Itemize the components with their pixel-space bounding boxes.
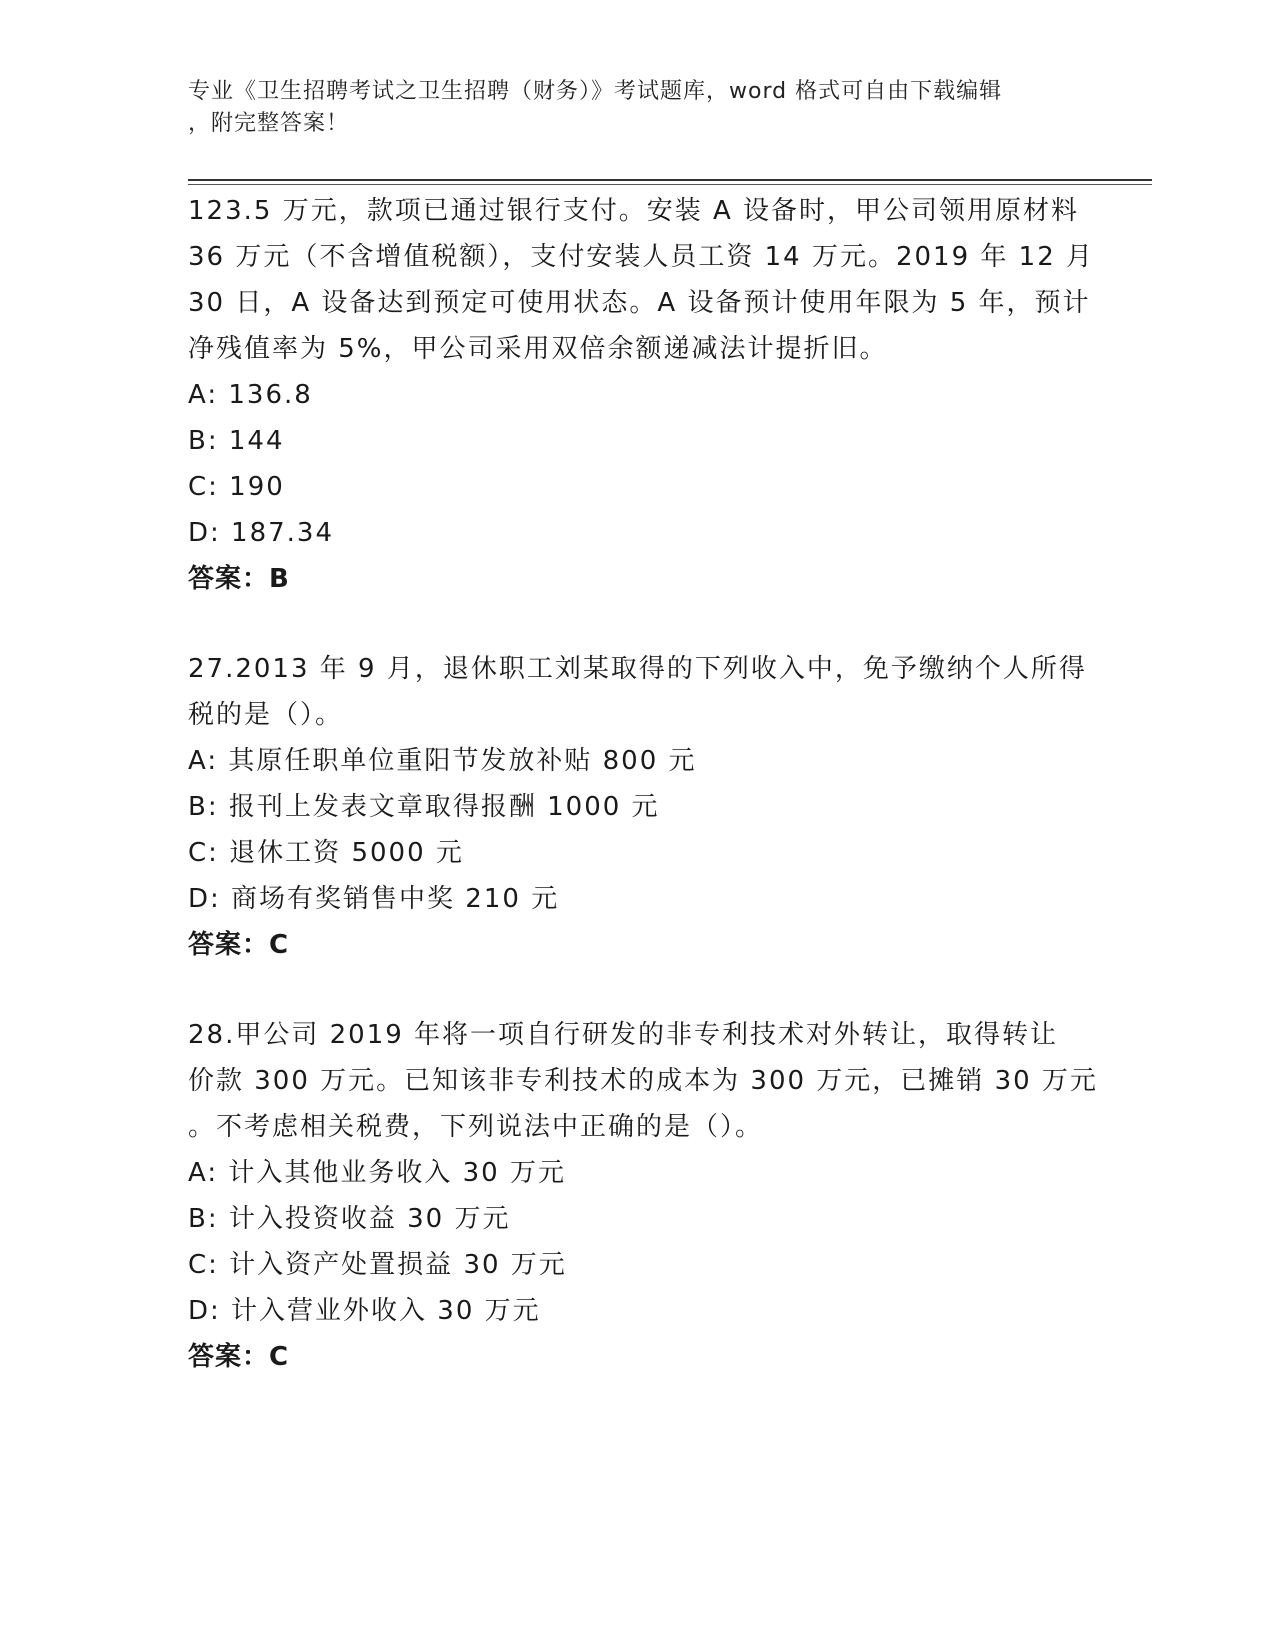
- question-stem-line: 。不考虑相关税费，下列说法中正确的是（）。: [188, 1112, 764, 1142]
- question-block-28: [188, 1012, 1098, 1380]
- question-stem-line: 净残值率为 5%，甲公司采用双倍余额递减法计提折旧。: [188, 334, 888, 364]
- question-spacer: [188, 602, 1088, 646]
- option-a: A: 计入其他业务收入 30 万元: [188, 1158, 566, 1188]
- question-stem-line: 27.2013 年 9 月，退休职工刘某取得的下列收入中，免予缴纳个人所得: [188, 654, 1087, 684]
- question-stem-line: 28.甲公司 2019 年将一项自行研发的非专利技术对外转让，取得转让: [188, 1020, 1059, 1050]
- answer-line: 答案：B: [188, 564, 290, 594]
- question-block-27: [188, 646, 1088, 968]
- option-d: D: 商场有奖销售中奖 210 元: [188, 884, 560, 914]
- header-title-line-2: ，附完整答案！: [188, 111, 350, 136]
- option-b: B: 144: [188, 426, 285, 456]
- question-stem-line: 税的是（）。: [188, 700, 344, 730]
- question-stem-line: 30 日，A 设备达到预定可使用状态。A 设备预计使用年限为 5 年，预计: [188, 288, 1091, 318]
- header-title-line-1: 专业《卫生招聘考试之卫生招聘（财务）》考试题库，word 格式可自由下载编辑: [188, 79, 1003, 104]
- question-stem-line: 36 万元（不含增值税额），支付安装人员工资 14 万元。2019 年 12 月: [188, 242, 1095, 272]
- option-a: A: 其原任职单位重阳节发放补贴 800 元: [188, 746, 697, 776]
- option-c: C: 190: [188, 472, 285, 502]
- option-d: D: 计入营业外收入 30 万元: [188, 1296, 541, 1326]
- option-d: D: 187.34: [188, 518, 335, 548]
- question-list: [188, 188, 1098, 1380]
- option-c: C: 计入资产处置损益 30 万元: [188, 1250, 567, 1280]
- document-header: [188, 76, 1088, 140]
- option-b: B: 计入投资收益 30 万元: [188, 1204, 511, 1234]
- header-divider-thin: [188, 184, 1152, 185]
- question-stem-line: 123.5 万元，款项已通过银行支付。安装 A 设备时，甲公司领用原材料: [188, 196, 1080, 226]
- answer-line: 答案：C: [188, 1342, 290, 1372]
- question-block-1: [188, 188, 1095, 602]
- answer-line: 答案：C: [188, 930, 290, 960]
- header-divider-thick: [188, 179, 1152, 181]
- question-stem-line: 价款 300 万元。已知该非专利技术的成本为 300 万元，已摊销 30 万元: [188, 1066, 1098, 1096]
- option-c: C: 退休工资 5000 元: [188, 838, 464, 868]
- option-a: A: 136.8: [188, 380, 313, 410]
- question-spacer: [188, 968, 1088, 1012]
- option-b: B: 报刊上发表文章取得报酬 1000 元: [188, 792, 660, 822]
